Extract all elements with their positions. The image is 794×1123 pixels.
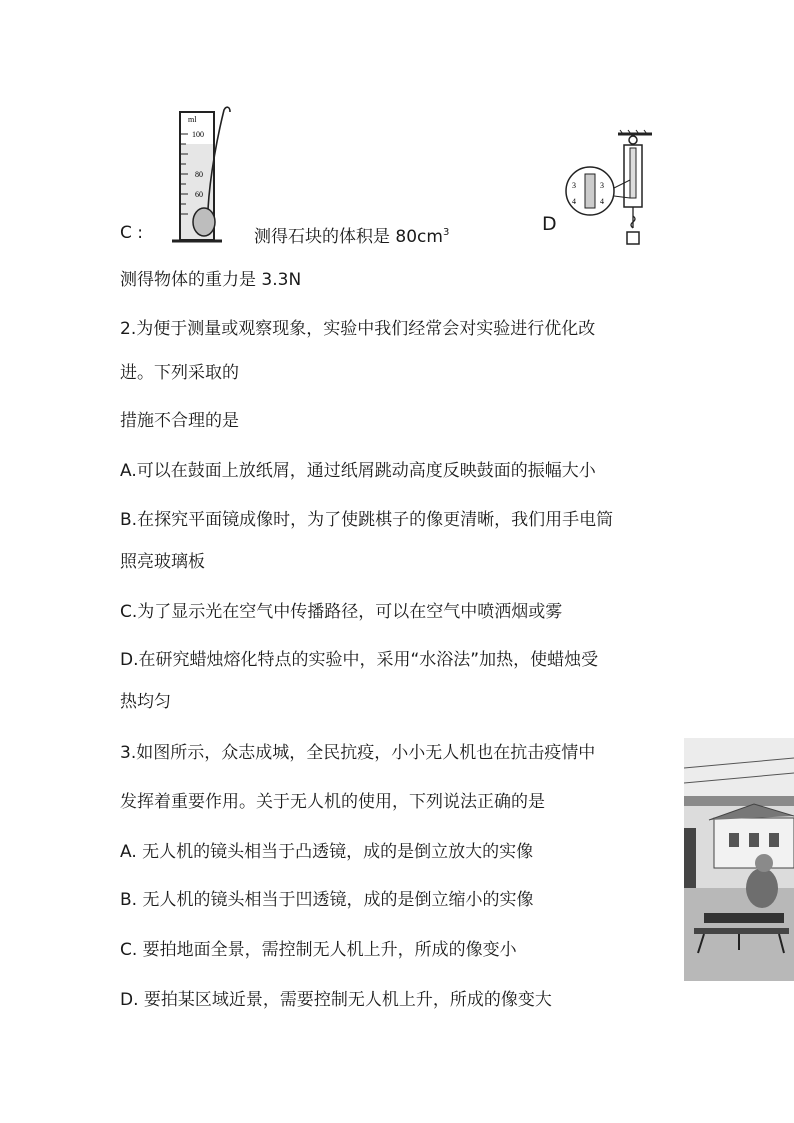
question1-option-c-body: 测得石块的体积是 80cm <box>254 227 443 247</box>
question2-option-d-line1: D.在研究蜡烛熔化特点的实验中，采用“水浴法”加热，使蜡烛受 <box>120 650 599 670</box>
scale-mark-right-4: 4 <box>600 197 604 206</box>
drone-photo <box>684 738 794 981</box>
question3-option-d: D. 要拍某区域近景，需要控制无人机上升，所成的像变大 <box>120 990 552 1010</box>
question2-option-a: A.可以在鼓面上放纸屑，通过纸屑跳动高度反映鼓面的振幅大小 <box>120 461 596 481</box>
scale-mark-left-4: 4 <box>572 197 576 206</box>
question2-option-d-line2: 热均匀 <box>120 692 171 712</box>
question2-stem-line1: 2.为便于测量或观察现象，实验中我们经常会对实验进行优化改 <box>120 319 596 339</box>
question2-option-b-line2: 照亮玻璃板 <box>120 552 205 572</box>
cylinder-mark-60: 60 <box>195 190 203 199</box>
cylinder-mark-80: 80 <box>195 170 203 179</box>
question1-option-d-label: D <box>542 213 557 235</box>
spring-scale-figure <box>560 128 660 253</box>
scale-mark-right-3: 3 <box>600 181 604 190</box>
question3-stem-line2: 发挥着重要作用。关于无人机的使用，下列说法正确的是 <box>120 792 545 812</box>
question3-option-a: A. 无人机的镜头相当于凸透镜，成的是倒立放大的实像 <box>120 842 534 862</box>
measuring-cylinder-figure <box>168 104 240 249</box>
question2-stem-line2: 进。下列采取的 <box>120 363 239 383</box>
question2-option-b-line1: B.在探究平面镜成像时，为了使跳棋子的像更清晰，我们用手电筒 <box>120 510 614 530</box>
question3-option-c: C. 要拍地面全景，需控制无人机上升，所成的像变小 <box>120 940 517 960</box>
cylinder-mark-100: 100 <box>192 130 204 139</box>
question2-stem-line3: 措施不合理的是 <box>120 411 239 431</box>
question1-option-c-label: C : <box>120 223 144 243</box>
scale-mark-left-3: 3 <box>572 181 576 190</box>
question2-option-c: C.为了显示光在空气中传播路径，可以在空气中喷洒烟或雾 <box>120 602 563 622</box>
question3-option-b: B. 无人机的镜头相当于凹透镜，成的是倒立缩小的实像 <box>120 890 534 910</box>
cylinder-unit: ml <box>188 115 197 124</box>
question1-option-c-text <box>254 221 449 249</box>
question1-option-c-superscript: 3 <box>442 227 450 238</box>
question1-option-d-text: 测得物体的重力是 3.3N <box>120 270 302 290</box>
question3-stem-line1: 3.如图所示，众志成城，全民抗疫，小小无人机也在抗击疫情中 <box>120 743 596 763</box>
